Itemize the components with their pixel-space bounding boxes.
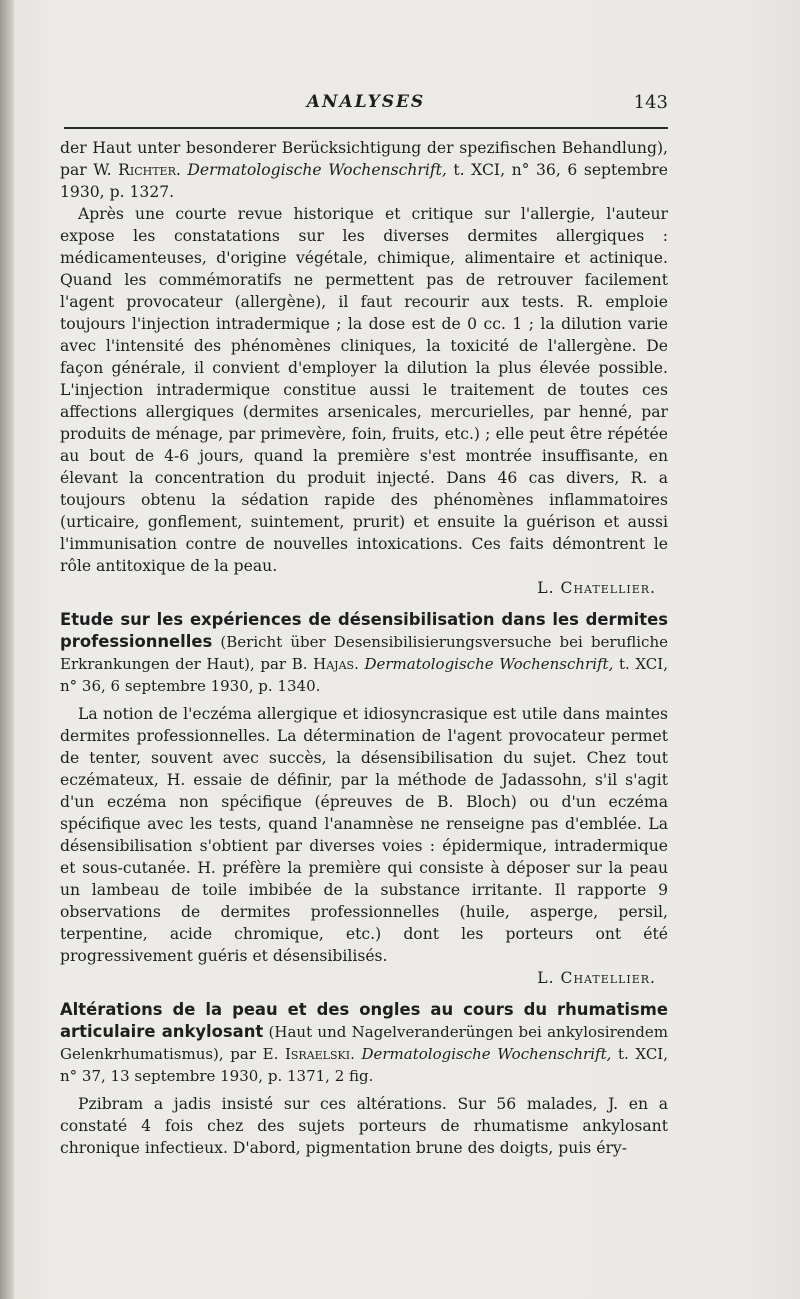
ref-line: der Haut unter besonderer Berücksichtigung der spezifischen Behandlung), bbox=[60, 139, 668, 157]
entry-body: Pzibram a jadis insisté sur ces altérations. Sur 56 malades, J. en a constaté 4 fois chez des sujets porteurs de rhumatisme ankylosant chronique infectieux. D'abord, pigmentation brune des doigts, puis éry- bbox=[60, 1095, 668, 1157]
entry-title: Etude sur les expériences de désensibilisation dans les dermites professionnelles bbox=[60, 610, 668, 651]
ref-sep: . bbox=[175, 161, 188, 179]
ref-details: t. XCI, n° 36, 6 septembre 1930, p. 1340. bbox=[60, 655, 668, 695]
entry-title: Altérations de la peau et des ongles au cours du rhumatisme articulaire ankylosant bbox=[60, 1000, 668, 1041]
entry-subtitle: (Bericht über Desensibilisierungsversuche bei berufliche Erkrankungen der Haut), par B. bbox=[60, 633, 668, 673]
binding-gutter bbox=[0, 0, 14, 1299]
ref-sep: . bbox=[354, 655, 365, 673]
signature: L. Chatellier. bbox=[537, 579, 656, 597]
ref-par: par W. bbox=[60, 161, 119, 179]
author-name: Richter bbox=[118, 161, 176, 179]
running-title: ANALYSES bbox=[306, 92, 426, 112]
author-name: Hajas bbox=[313, 655, 355, 673]
page-header bbox=[64, 92, 668, 124]
page-number: 143 bbox=[633, 92, 668, 113]
entry-hajas bbox=[60, 609, 668, 989]
entry-body: La notion de l'eczéma allergique et idiosyncrasique est utile dans maintes dermites professionnelles. La détermination de l'agent provocateur permet de tenter, souvent avec succès, la désensibilisation du sujet. Chez tout eczémateux, H. essaie de définir, par la méthode de Jadassohn, s'il s'agit d'un eczéma non spécifique (épreuves de B. Bloch) ou d'un eczéma spécifique avec les tests, quand l'anamnèse ne renseigne pas d'emblée. La désensibilisation s'obtient par diverses voies : épidermique, intradermique et sous-cutanée. H. préfère la première qui consiste à déposer sur la peau un lambeau de toile imbibée de la substance irritante. Il rapporte 9 observations de dermites professionnelles (huile, asperge, persil, terpentine, acide chromique, etc.) dont les porteurs ont été progressivement guéris et désensibilisés. bbox=[60, 705, 668, 965]
author-name: Israelski bbox=[284, 1045, 351, 1063]
journal-name: Dermatologische Wochenschrift, bbox=[364, 655, 614, 673]
ref-details: t. XCI, n° 36, 6 septembre 1930, p. 1327. bbox=[60, 161, 668, 201]
ref-sep: . bbox=[350, 1045, 362, 1063]
page-content bbox=[60, 137, 668, 1159]
entry-subtitle: (Haut und Nagelveranderüngen bei ankylosirendem Gelenkrhumatismus), par E. bbox=[60, 1023, 668, 1063]
entry-israelski bbox=[60, 999, 668, 1159]
signature: L. Chatellier. bbox=[537, 969, 656, 987]
entry-body: Après une courte revue historique et critique sur l'allergie, l'auteur expose les constatations sur les diverses dermites allergiques : médicamenteuses, d'origine végétale, chimique, alimentaire et actinique. Quand les commémoratifs ne permettent pas de retrouver facilement l'agent provocateur (allergène), il faut recourir aux tests. R. emploie toujours l'injection intradermique ; la dose est de 0 cc. 1 ; la dilution varie avec l'intensité des phénomènes cliniques, la toxicité de l'allergène. De façon générale, il convient d'employer la dilution la plus élevée possible. L'injection intradermique constitue aussi le traitement de toutes ces affections allergiques (dermites arsenicales, mercurielles, par henné, par produits de ménage, par primevère, foin, fruits, etc.) ; elle peut être répétée au bout de 4-6 jours, quand la première s'est montrée insuffisante, en élevant la concentration du produit injecté. Dans 46 cas divers, R. a toujours obtenu la sédation rapide des phénomènes inflammatoires (urticaire, gonflement, suintement, prurit) et ensuite la guérison et aussi l'immunisation contre de nouvelles intoxications. Ces faits démontrent le rôle antitoxique de la peau. bbox=[60, 205, 668, 575]
journal-name: Dermatologische Wochenschrift, bbox=[187, 161, 447, 179]
ref-details: t. XCI, n° 37, 13 septembre 1930, p. 1371, 2 fig. bbox=[60, 1045, 668, 1085]
entry-heading bbox=[60, 999, 668, 1087]
entry-reference bbox=[60, 137, 668, 203]
entry-heading bbox=[60, 609, 668, 697]
header-rule bbox=[64, 127, 668, 129]
entry-richter bbox=[60, 137, 668, 599]
journal-name: Dermatologische Wochenschrift, bbox=[361, 1045, 612, 1063]
